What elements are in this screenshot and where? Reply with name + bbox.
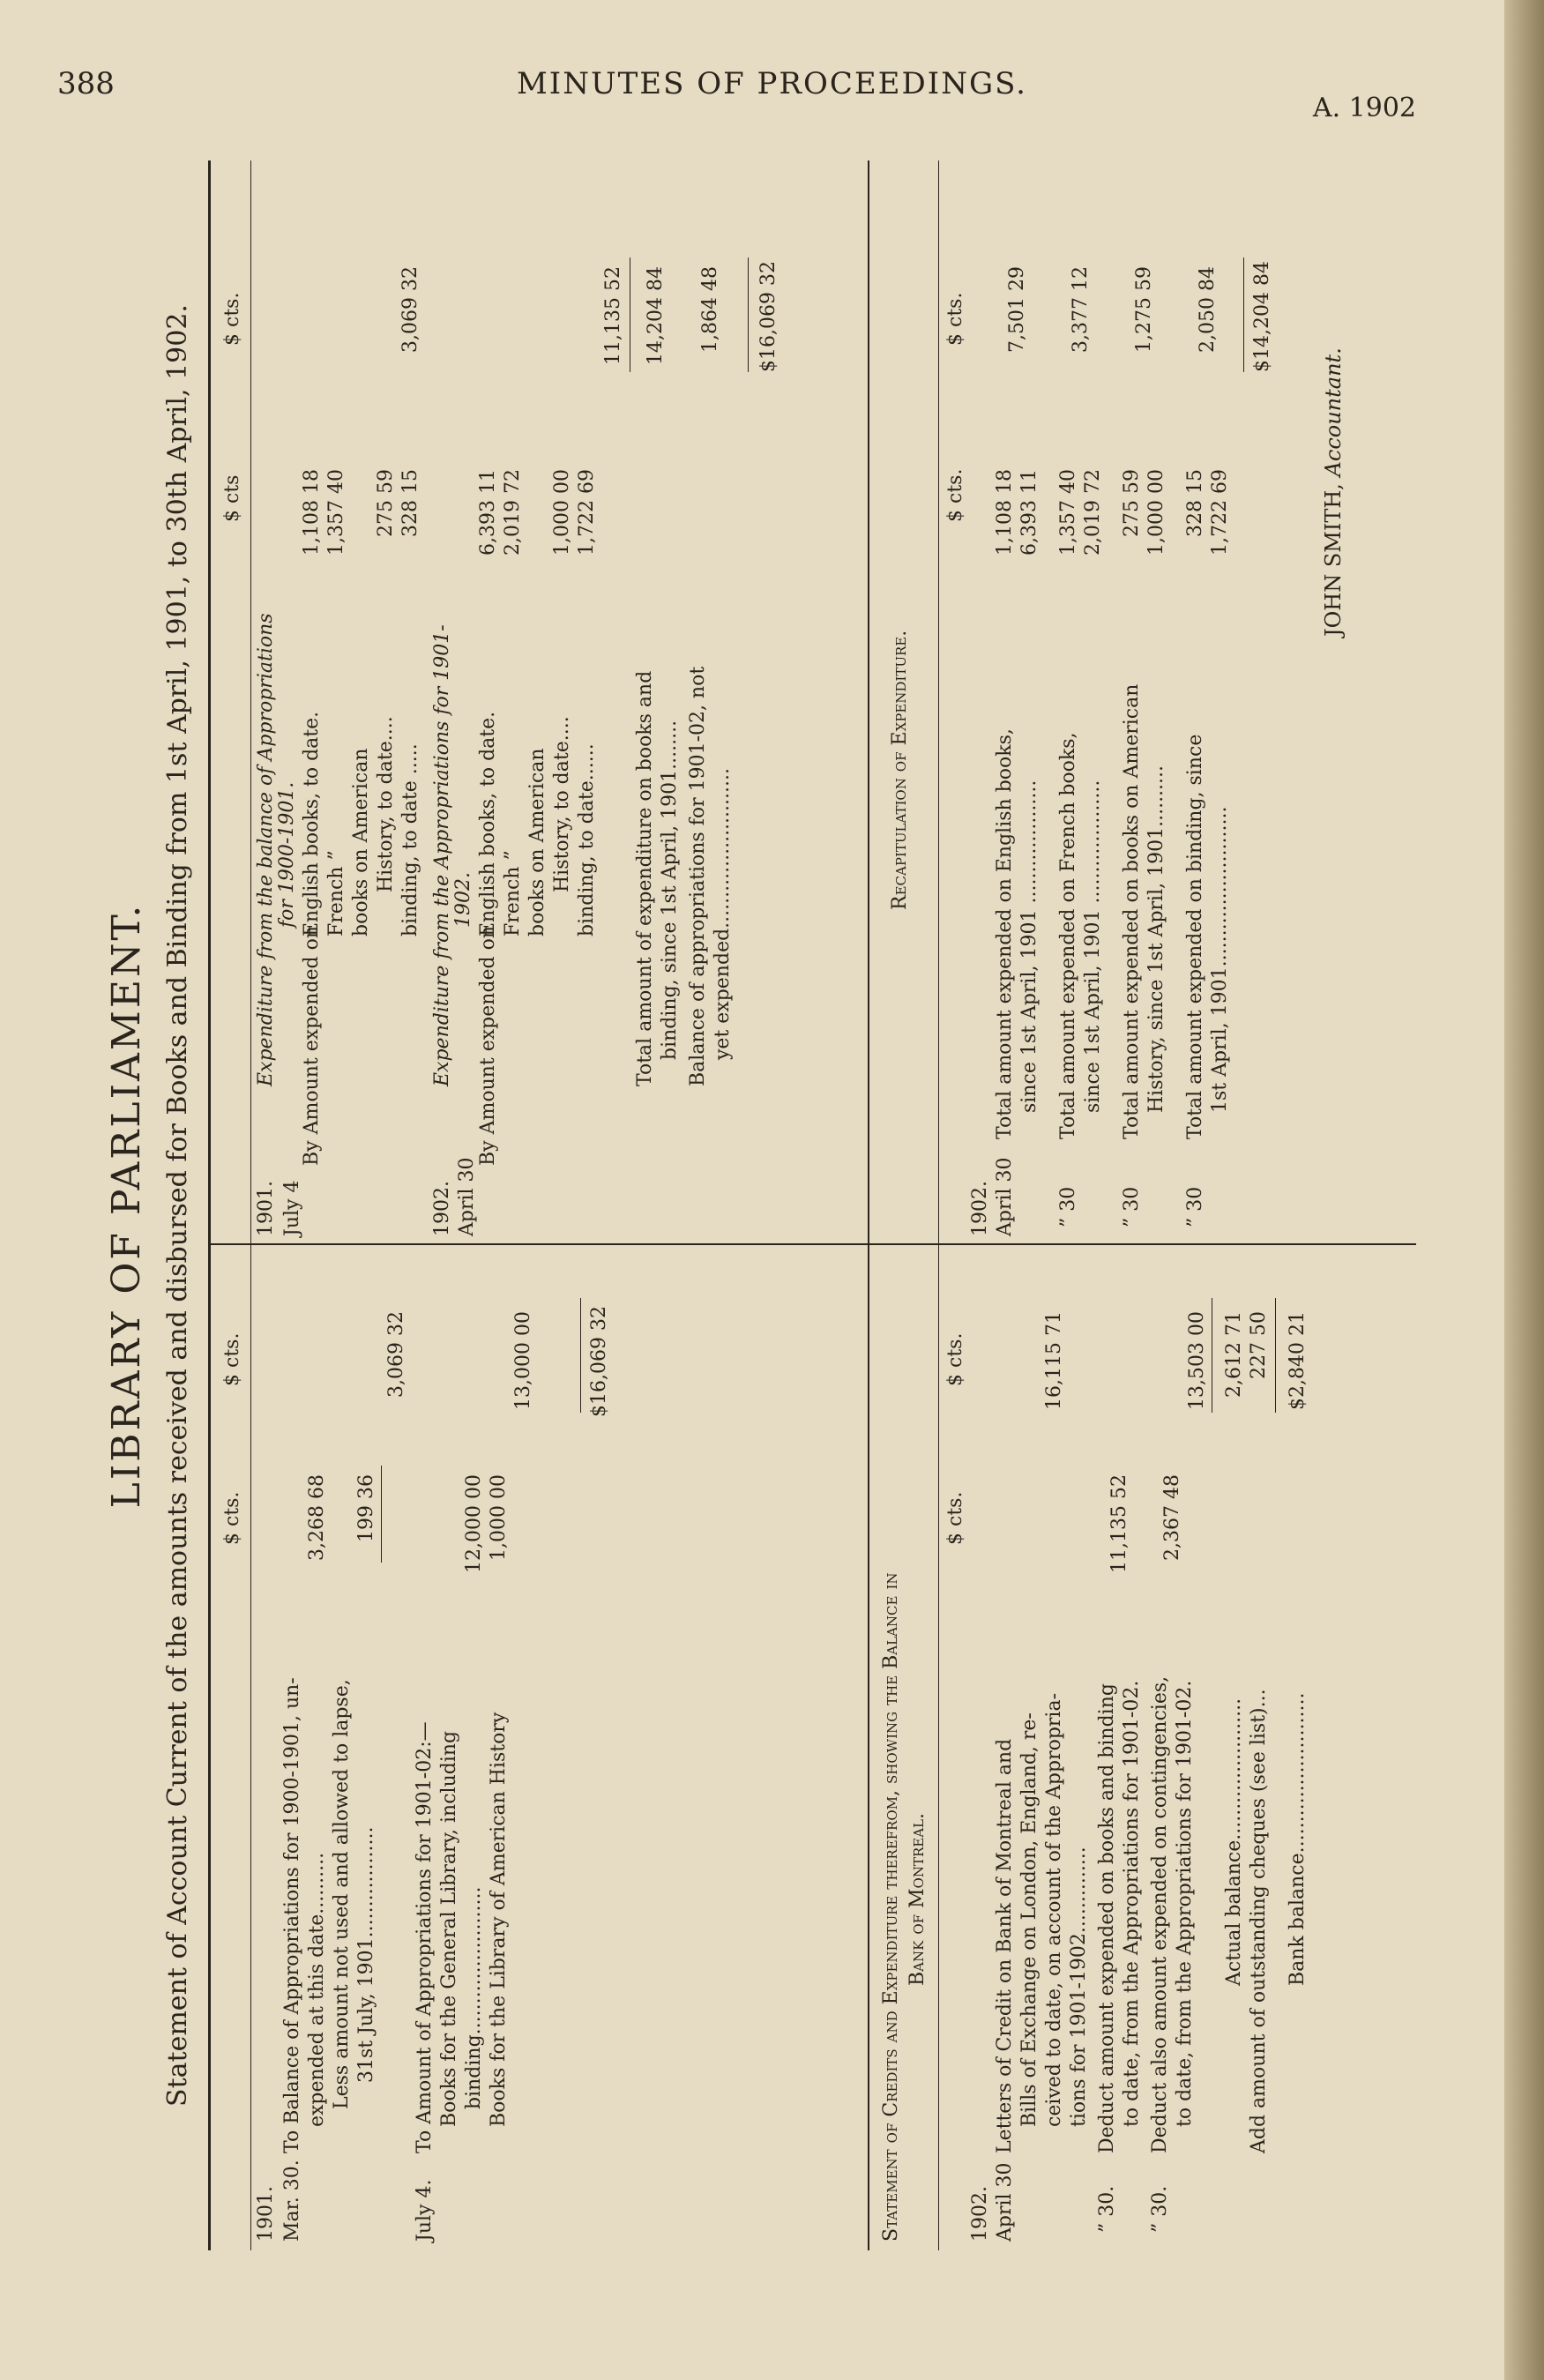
recap-value: 275 59 [1121, 469, 1143, 537]
exp-value: 1,000 00 [551, 469, 573, 556]
recap-rule [938, 160, 939, 1245]
exp-line: binding, to date ..... [399, 743, 421, 936]
exp-balance-line: Balance of appropriations for 1901-02, not [687, 666, 709, 1086]
exp-balance-value: 1,864 48 [699, 266, 721, 353]
exp-year-1: 1901. [255, 1181, 277, 1236]
recap-total: 1,275 59 [1133, 266, 1155, 353]
exp-line: binding, to date...... [576, 743, 598, 936]
exp-total-rule [748, 257, 749, 372]
credits-date: ” 30. [1096, 2185, 1118, 2233]
exp-value: 6,393 11 [477, 469, 499, 556]
receipts-subtotal: 13,000 00 [512, 1311, 534, 1410]
actual-balance-value: 2,612 71 [1223, 1311, 1245, 1398]
receipts-year: 1901. [255, 2186, 277, 2242]
receipts-line: To Balance of Appropriations for 1900-1901, un- [281, 1677, 303, 2153]
receipts-line: Books for the Library of American History [488, 1712, 510, 2127]
exp-line: History, to date.... [375, 716, 397, 892]
recap-value: 6,393 11 [1018, 469, 1041, 556]
subtotal-rule [381, 1466, 382, 1563]
exp-heading-1b: for 1900-1901. [276, 781, 298, 928]
credits-line: Deduct amount expended on books and binding [1096, 1683, 1118, 2153]
exp-value: 275 59 [375, 469, 397, 537]
recap-total: 3,377 12 [1070, 266, 1092, 353]
exp-value: 328 15 [399, 469, 421, 537]
cur-head-right-1: $ cts [221, 474, 243, 522]
signature [1321, 347, 1346, 637]
receipts-grand-total: $16,069 32 [588, 1306, 610, 1417]
recap-line: 1st April, 1901.......................... [1209, 806, 1231, 1113]
credits-line: to date, from the Appropriations for 1901-02. [1121, 1680, 1143, 2127]
center-divider [211, 1243, 868, 1245]
exp-total-line: binding, since 1st April, 1901........ [659, 720, 681, 1060]
exp-value: 2,019 72 [502, 469, 524, 556]
receipts-value: 199 36 [355, 1474, 377, 1542]
exp-value: 1,722 69 [576, 469, 598, 556]
exp-date-1: July 4 [281, 1180, 303, 1236]
exp-line: French ” [502, 850, 524, 936]
exp-heading-2: Expenditure from the Appropriations for 1901- [431, 624, 453, 1086]
credits-line: Bills of Exchange on London, England, re- [1018, 1712, 1041, 2127]
credits-rule [938, 1245, 939, 2250]
credits-year: 1902. [969, 2186, 991, 2242]
receipts-line: 31st July, 1901.................. [355, 1826, 377, 2083]
exp-total-line: Total amount of expenditure on books and [634, 670, 656, 1086]
cur-head-left-2: $ cts. [221, 1332, 243, 1386]
receipts-line: expended at this date.......... [306, 1852, 328, 2127]
exp-line: English books, to date. [477, 711, 499, 936]
recap-line: Total amount expended on binding, since [1184, 734, 1206, 1139]
exp-heading-2b: 1902. [452, 872, 474, 928]
recap-line: since 1st April, 1901 .................... [1018, 780, 1041, 1113]
credits-heading-b: Bank of Montreal. [906, 1812, 929, 1986]
recap-grand-total: $14,204 84 [1251, 261, 1273, 372]
exp-balance-line: yet expended.......................... [712, 768, 734, 1060]
bank-rule [1275, 1298, 1276, 1413]
receipts-subtotal: 3,069 32 [385, 1311, 407, 1398]
credits-date: ” 30. [1149, 2185, 1171, 2233]
bank-balance-label: Bank balance.......................... [1287, 1692, 1309, 1986]
credits-cur-2: $ cts. [944, 1332, 966, 1386]
statement-subtitle: Statement of Account Current of the amounts received and disbursed for Books and Binding from 1st April, 1901, to 30th April, 1902. [162, 304, 193, 2107]
credits-value: 11,135 52 [1108, 1474, 1130, 1573]
credits-value: 16,115 71 [1043, 1311, 1065, 1410]
credits-value: 2,367 48 [1161, 1474, 1183, 1561]
statement-title: LIBRARY OF PARLIAMENT. [104, 902, 149, 1509]
credits-line: to date, from the Appropriations for 1901-02. [1174, 1680, 1196, 2127]
recap-value: 1,000 00 [1145, 469, 1167, 556]
recap-line: Total amount expended on English books, [994, 728, 1016, 1139]
recap-total-rule [1243, 257, 1244, 372]
exp-line: History, to date.... [551, 716, 573, 892]
exp-date-2: April 30 [456, 1157, 478, 1236]
section-rule [868, 160, 869, 2250]
recap-value: 1,357 40 [1057, 469, 1079, 556]
recap-year: 1902. [969, 1181, 991, 1236]
page-year: A. 1902 [1312, 93, 1416, 123]
recap-cur-1: $ cts. [944, 468, 966, 522]
book-spine-shadow [1504, 0, 1544, 2380]
cur-head-right-2: $ cts. [221, 292, 243, 346]
table-top-rule [208, 160, 211, 2250]
running-title: MINUTES OF PROCEEDINGS. [516, 66, 1027, 101]
recap-date: April 30 [994, 1157, 1016, 1236]
recap-line: Total amount expended on books on American [1121, 683, 1143, 1139]
lower-center-divider [869, 1243, 1416, 1245]
exp-subtotal: 11,135 52 [602, 266, 624, 365]
receipts-date-2: July 4. [414, 2179, 436, 2242]
rotated-statement [104, 160, 1422, 2250]
receipts-value: 3,268 68 [306, 1474, 328, 1561]
page-number: 388 [57, 66, 115, 101]
recap-total: 7,501 29 [1006, 266, 1028, 353]
bank-balance-value: $2,840 21 [1287, 1311, 1309, 1410]
recap-value: 328 15 [1184, 469, 1206, 537]
receipts-line: binding........................ [463, 1886, 485, 2109]
recap-heading: Recapitulation of Expenditure. [889, 630, 911, 910]
recap-line: since 1st April, 1901 .................... [1082, 780, 1104, 1113]
exp-total-value: 14,204 84 [645, 266, 667, 365]
recap-line: History, since 1st April, 1901.......... [1145, 765, 1167, 1113]
recap-date: ” 30 [1057, 1186, 1079, 1227]
credits-heading: Statement of Credits and Expenditure therefrom, showing the Balance in [880, 1572, 902, 2242]
exp-year-2: 1902. [431, 1181, 453, 1236]
exp-line: books on American [526, 748, 548, 936]
outstanding-cheques-value: 227 50 [1248, 1311, 1270, 1379]
receipts-value: 12,000 00 [463, 1474, 485, 1573]
recap-total: 2,050 84 [1197, 266, 1219, 353]
total-rule [580, 1298, 581, 1413]
exp-line: books on American [350, 748, 372, 936]
exp-heading-1: Expenditure from the balance of Appropriations [255, 613, 277, 1086]
recap-date: ” 30 [1121, 1186, 1143, 1227]
credits-line: ceived to date, on account of the Appropria- [1043, 1692, 1065, 2127]
recap-cur-2: $ cts. [944, 292, 966, 346]
receipts-line: To Amount of Appropriations for 1901-02:— [414, 1721, 436, 2153]
credits-cur-1: $ cts. [944, 1491, 966, 1545]
actual-balance-label: Actual balance....................... [1223, 1697, 1245, 1986]
recap-value: 1,108 18 [994, 469, 1016, 556]
signature-title: Accountant. [1321, 347, 1346, 477]
credits-line: tions for 1901-1902.............. [1068, 1847, 1090, 2127]
cur-head-left-1: $ cts. [221, 1491, 243, 1545]
credits-subtotal: 13,503 00 [1186, 1311, 1208, 1410]
exp-line: English books, to date. [301, 711, 323, 936]
exp-value: 1,357 40 [325, 469, 347, 556]
exp-by-label: By Amount expended on [301, 925, 323, 1166]
recap-value: 1,722 69 [1209, 469, 1231, 556]
receipts-date-1: Mar. 30. [281, 2160, 303, 2242]
header-rule [250, 160, 251, 2250]
credits-line: Deduct also amount expended on contingencies, [1149, 1675, 1171, 2153]
recap-date: ” 30 [1184, 1186, 1206, 1227]
receipts-line: Less amount not used and allowed to lapse, [331, 1679, 353, 2109]
recap-value: 2,019 72 [1082, 469, 1104, 556]
exp-by-label: By Amount expended on [477, 925, 499, 1166]
exp-line: French ” [325, 850, 347, 936]
recap-line: Total amount expended on French books, [1057, 732, 1079, 1139]
exp-subtotal: 3,069 32 [399, 266, 421, 353]
exp-grand-total: $16,069 32 [757, 261, 779, 372]
receipts-value: 1,000 00 [488, 1474, 510, 1561]
receipts-line: Books for the General Library, including [438, 1730, 460, 2127]
credits-date: April 30 [994, 2162, 1016, 2242]
outstanding-cheques-label: Add amount of outstanding cheques (see list)... [1248, 1689, 1270, 2153]
credits-line: Letters of Credit on Bank of Montreal and [994, 1738, 1016, 2153]
signature-name: JOHN SMITH, [1321, 483, 1346, 637]
exp-value: 1,108 18 [301, 469, 323, 556]
